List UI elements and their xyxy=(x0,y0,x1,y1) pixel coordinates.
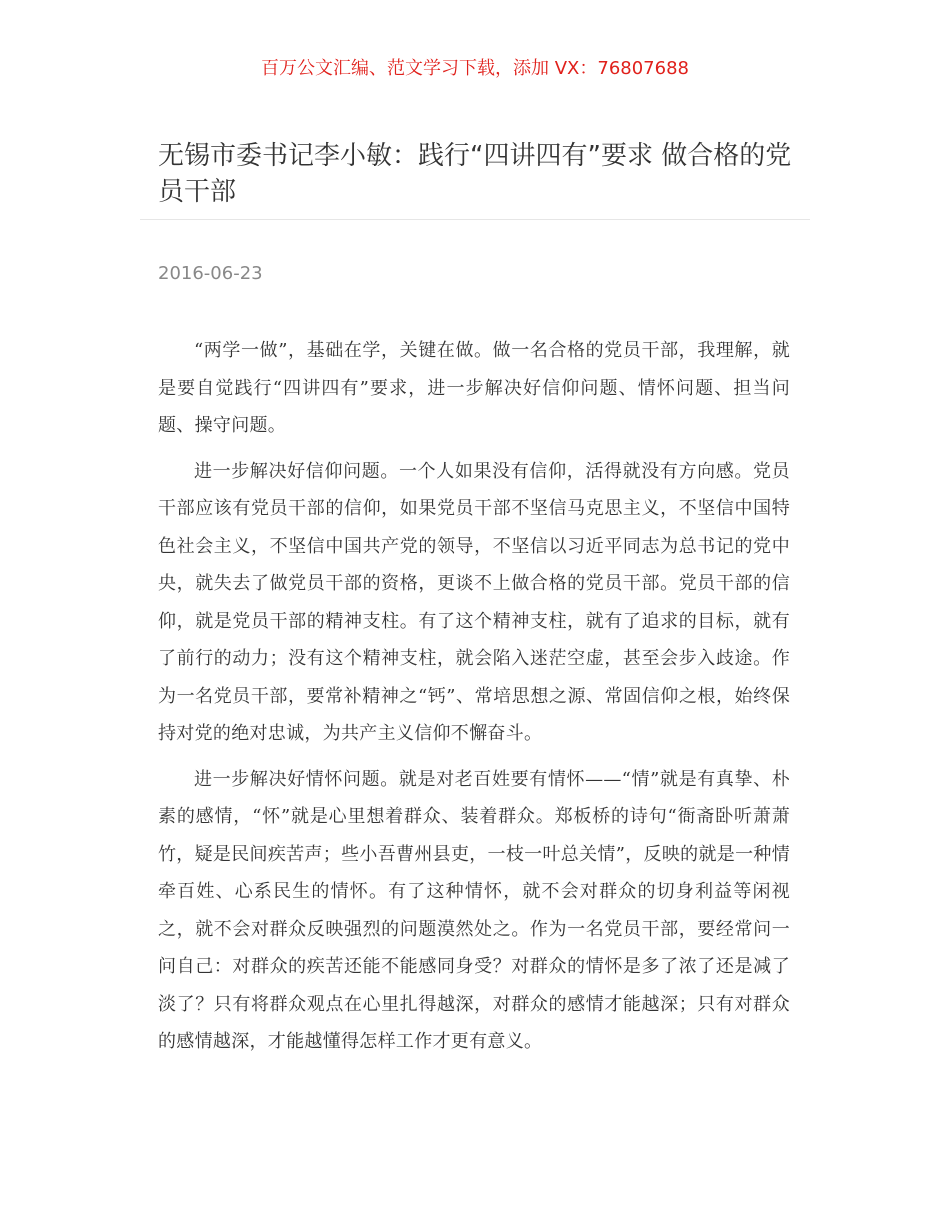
title-divider xyxy=(140,219,810,220)
paragraph-intro: “两学一做”，基础在学，关键在做。做一名合格的党员干部，我理解，就是要自觉践行“四讲四有”要求，进一步解决好信仰问题、情怀问题、担当问题、操守问题。 xyxy=(158,340,790,436)
promo-banner: 百万公文汇编、范文学习下载，添加 VX：76807688 xyxy=(261,58,689,79)
article-title: 无锡市委书记李小敏：践行“四讲四有”要求 做合格的党员干部 xyxy=(158,141,792,207)
paragraph-sentiment: 进一步解决好情怀问题。就是对老百姓要有情怀——“情”就是有真挚、朴素的感情，“怀”就是心里想着群众、装着群众。郑板桥的诗句“衙斋卧听萧萧竹，疑是民间疾苦声；些小吾曹州县吏，一枝一叶总关情”，反映的就是一种情牵百姓、心系民生的情怀。有了这种情怀，就不会对群众的切身利益等闲视之，就不会对群众反映强烈的问题漠然处之。作为一名党员干部，要经常问一问自己：对群众的疾苦还能不能感同身受？对群众的情怀是多了浓了还是减了淡了？只有将群众观点在心里扎得越深，对群众的感情才能越深；只有对群众的感情越深，才能越懂得怎样工作才更有意义。 xyxy=(158,768,790,1052)
paragraph-belief: 进一步解决好信仰问题。一个人如果没有信仰，活得就没有方向感。党员干部应该有党员干部的信仰，如果党员干部不坚信马克思主义，不坚信中国特色社会主义，不坚信中国共产党的领导，不坚信以习近平同志为总书记的党中央，就失去了做党员干部的资格，更谈不上做合格的党员干部。党员干部的信仰，就是党员干部的精神支柱。有了这个精神支柱，就有了追求的目标，就有了前行的动力；没有这个精神支柱，就会陷入迷茫空虚，甚至会步入歧途。作为一名党员干部，要常补精神之“钙”、常培思想之源、常固信仰之根，始终保持对党的绝对忠诚，为共产主义信仰不懈奋斗。 xyxy=(158,460,790,744)
publish-date: 2016-06-23 xyxy=(158,263,263,284)
article-body xyxy=(158,332,790,1069)
